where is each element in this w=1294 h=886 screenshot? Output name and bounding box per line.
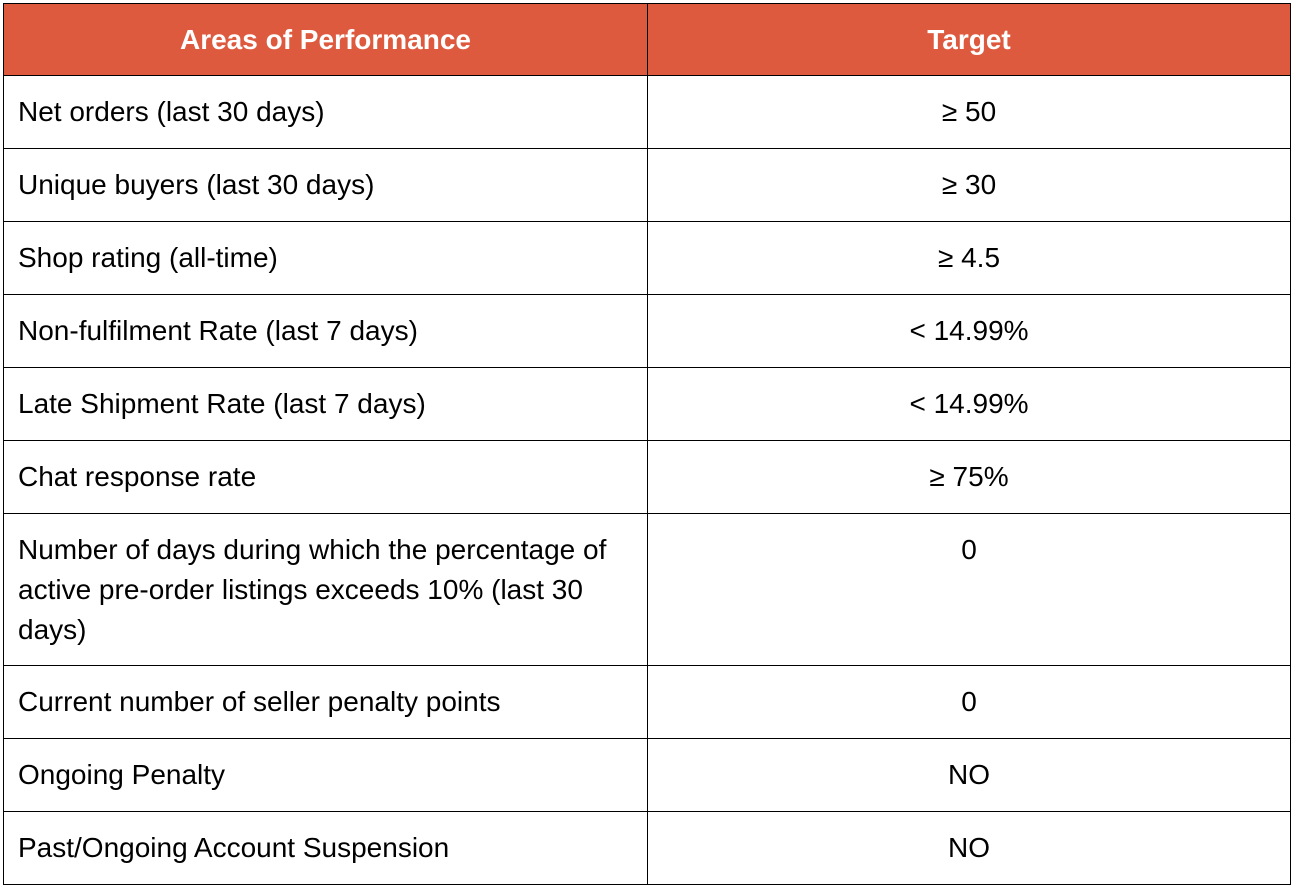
table-row xyxy=(4,812,1291,885)
target-cell: NO xyxy=(648,739,1291,812)
table-row xyxy=(4,368,1291,441)
target-cell: < 14.99% xyxy=(648,295,1291,368)
table-row xyxy=(4,149,1291,222)
area-cell: Number of days during which the percentage of active pre-order listings exceeds 10% (last 30 days) xyxy=(4,514,648,666)
table-row xyxy=(4,441,1291,514)
table-header xyxy=(4,4,1291,76)
target-cell: 0 xyxy=(648,666,1291,739)
target-cell: ≥ 4.5 xyxy=(648,222,1291,295)
area-cell: Net orders (last 30 days) xyxy=(4,76,648,149)
area-cell: Late Shipment Rate (last 7 days) xyxy=(4,368,648,441)
header-target: Target xyxy=(648,4,1291,76)
target-cell: ≥ 30 xyxy=(648,149,1291,222)
area-cell: Chat response rate xyxy=(4,441,648,514)
area-cell: Current number of seller penalty points xyxy=(4,666,648,739)
area-cell: Shop rating (all-time) xyxy=(4,222,648,295)
table-row xyxy=(4,514,1291,666)
target-cell: < 14.99% xyxy=(648,368,1291,441)
area-cell: Past/Ongoing Account Suspension xyxy=(4,812,648,885)
target-cell: ≥ 50 xyxy=(648,76,1291,149)
table-row xyxy=(4,76,1291,149)
area-cell: Non-fulfilment Rate (last 7 days) xyxy=(4,295,648,368)
table-body xyxy=(4,76,1291,885)
performance-targets-table xyxy=(3,3,1291,885)
target-cell: NO xyxy=(648,812,1291,885)
target-cell: 0 xyxy=(648,514,1291,666)
area-cell: Ongoing Penalty xyxy=(4,739,648,812)
table-row xyxy=(4,739,1291,812)
header-row xyxy=(4,4,1291,76)
target-cell: ≥ 75% xyxy=(648,441,1291,514)
table-row xyxy=(4,666,1291,739)
header-areas-of-performance: Areas of Performance xyxy=(4,4,648,76)
table-row xyxy=(4,222,1291,295)
table-row xyxy=(4,295,1291,368)
area-cell: Unique buyers (last 30 days) xyxy=(4,149,648,222)
